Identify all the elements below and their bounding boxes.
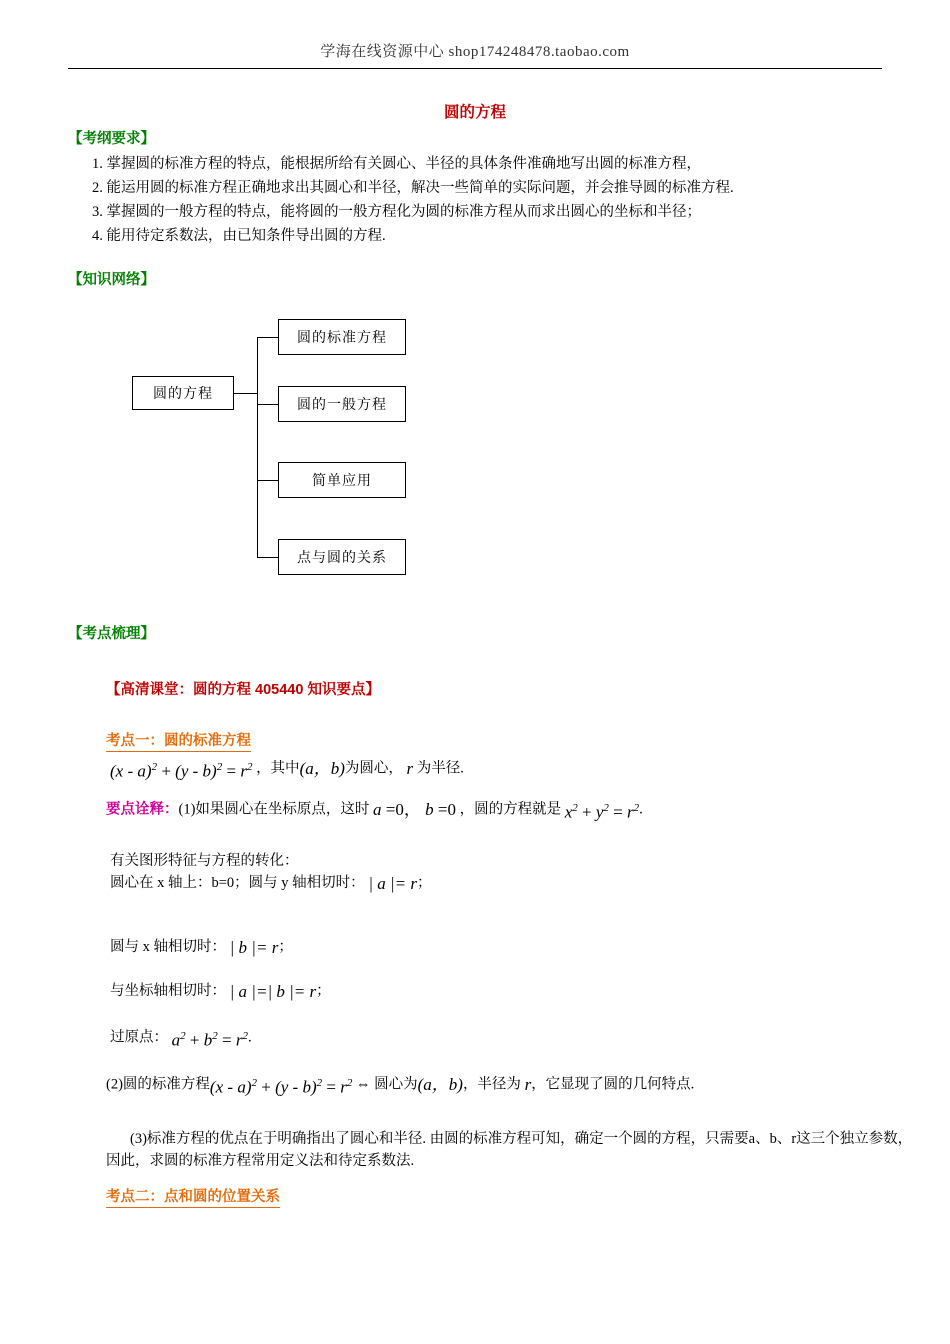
diagram-branch-connector <box>257 404 278 405</box>
tangent-x-axis-line <box>110 936 293 959</box>
diagram-branch-connector <box>257 337 278 338</box>
tangent-both-axes-line <box>110 980 331 1003</box>
requirement-item: 3. 掌握圆的一般方程的特点，能将圆的一般方程化为圆的标准方程从而求出圆心的坐标和半径； <box>92 204 701 220</box>
section-heading-outline: 【考纲要求】 <box>68 131 155 147</box>
page-title: 圆的方程 <box>443 104 506 121</box>
item2-mid2-text: ，半径为 <box>462 1076 521 1093</box>
period-1: . <box>247 1029 252 1046</box>
page-watermark-header: 学海在线资源中心 shop174248478.taobao.com <box>320 44 630 60</box>
standard-equation-formula: $(x - a)^2 + (y - b)^2 = r^2$ <box>110 761 253 781</box>
item2-line <box>106 1072 694 1099</box>
through-origin-text: 过原点： <box>110 1029 168 1046</box>
yaodian-explanation-line <box>106 797 906 824</box>
item2-standard-equation: $(x - a)^2 + (y - b)^2 = r^2$ <box>209 1077 353 1097</box>
tangent-x-axis-text: 圆与 x 轴相切时： <box>110 939 226 955</box>
item2-end-text: ，它显现了圆的几何特点. <box>531 1076 695 1093</box>
requirement-item: 2. 能运用圆的标准方程正确地求出其圆心和半径，解决一些简单的实际问题，并会推导圆的标准方程. <box>92 180 734 196</box>
origin-condition-formula: a =0， b =0 <box>373 800 456 820</box>
origin-circle-formula: $x^2 + y^2 = r^2$ <box>564 802 640 822</box>
requirement-item: 1. 掌握圆的标准方程的特点，能根据所给有关圆心、半径的具体条件准确地写出圆的标准方程， <box>92 156 701 172</box>
standard-equation-line <box>110 756 464 783</box>
center-on-x-axis-line <box>110 872 432 895</box>
item2-center-symbol: (a，b) <box>417 1075 463 1095</box>
hd-class-note: 【高清课堂：圆的方程 405440 知识要点】 <box>106 682 380 698</box>
origin-sum-formula: $a^2 + b^2 = r^2$ <box>171 1030 248 1050</box>
radius-suffix-text: 为半径. <box>416 760 464 777</box>
item2-mid-text: 圆心为 <box>374 1076 418 1093</box>
center-point-symbol: (a，b) <box>299 759 345 779</box>
abs-a-equals-r-formula: | a |= r <box>368 873 417 893</box>
item2-pre-text: (2)圆的标准方程 <box>106 1076 210 1093</box>
radius-symbol: r <box>406 759 414 779</box>
diagram-node-simple-application: 简单应用 <box>278 462 406 498</box>
diagram-root-connector <box>234 393 257 394</box>
semicolon-1: ； <box>417 875 432 891</box>
keypoint-1-heading: 考点一：圆的标准方程 <box>106 729 251 750</box>
tangent-both-axes-text: 与坐标轴相切时： <box>110 983 226 999</box>
diagram-branch-connector <box>257 480 278 481</box>
keypoint-2-heading: 考点二：点和圆的位置关系 <box>106 1185 280 1206</box>
abs-a-equals-abs-b-equals-r-formula: | a |=| b |= r <box>229 981 317 1001</box>
yaodian-item1-mid: ，圆的方程就是 <box>459 801 562 818</box>
diagram-node-standard-equation: 圆的标准方程 <box>278 319 406 355</box>
center-suffix-text: 为圆心， <box>344 760 403 777</box>
item3-text: (3)标准方程的优点在于明确指出了圆心和半径. 由圆的标准方程可知，确定一个圆的方程，只需要a、b、r这三个独立参数，因此，求圆的标准方程常用定义法和待定系数法. <box>106 1131 913 1169</box>
equivalence-arrow: ⇔ <box>355 1076 371 1093</box>
diagram-branch-connector <box>257 557 278 558</box>
header-divider <box>68 68 882 69</box>
through-origin-line <box>110 1025 252 1052</box>
semicolon-2: ； <box>278 939 293 955</box>
diagram-root-node: 圆的方程 <box>132 376 234 410</box>
diagram-node-general-equation: 圆的一般方程 <box>278 386 406 422</box>
yaodian-item1-pre: (1)如果圆心在坐标原点，这时 <box>178 801 370 818</box>
diagram-vertical-connector <box>257 337 258 557</box>
item3-paragraph <box>106 1128 916 1172</box>
section-heading-network: 【知识网络】 <box>68 272 155 288</box>
section-heading-keypoints: 【考点梳理】 <box>68 626 155 642</box>
requirement-item: 4. 能用待定系数法，由已知条件导出圆的方程. <box>92 228 386 244</box>
yaodian-label: 要点诠释： <box>106 801 179 818</box>
requirements-list <box>68 152 888 248</box>
yaodian-item1-end: . <box>639 801 643 818</box>
abs-b-equals-r-formula: | b |= r <box>229 937 279 957</box>
item2-radius-symbol: r <box>524 1075 532 1095</box>
semicolon-3: ； <box>316 983 331 999</box>
feature-transform-heading: 有关图形特征与方程的转化： <box>110 853 299 869</box>
diagram-node-point-circle-relation: 点与圆的关系 <box>278 539 406 575</box>
knowledge-network-diagram <box>120 310 540 590</box>
center-on-x-axis-text: 圆心在 x 轴上：b=0；圆与 y 轴相切时： <box>110 875 365 891</box>
equation-connector-text: ，其中 <box>256 760 300 777</box>
